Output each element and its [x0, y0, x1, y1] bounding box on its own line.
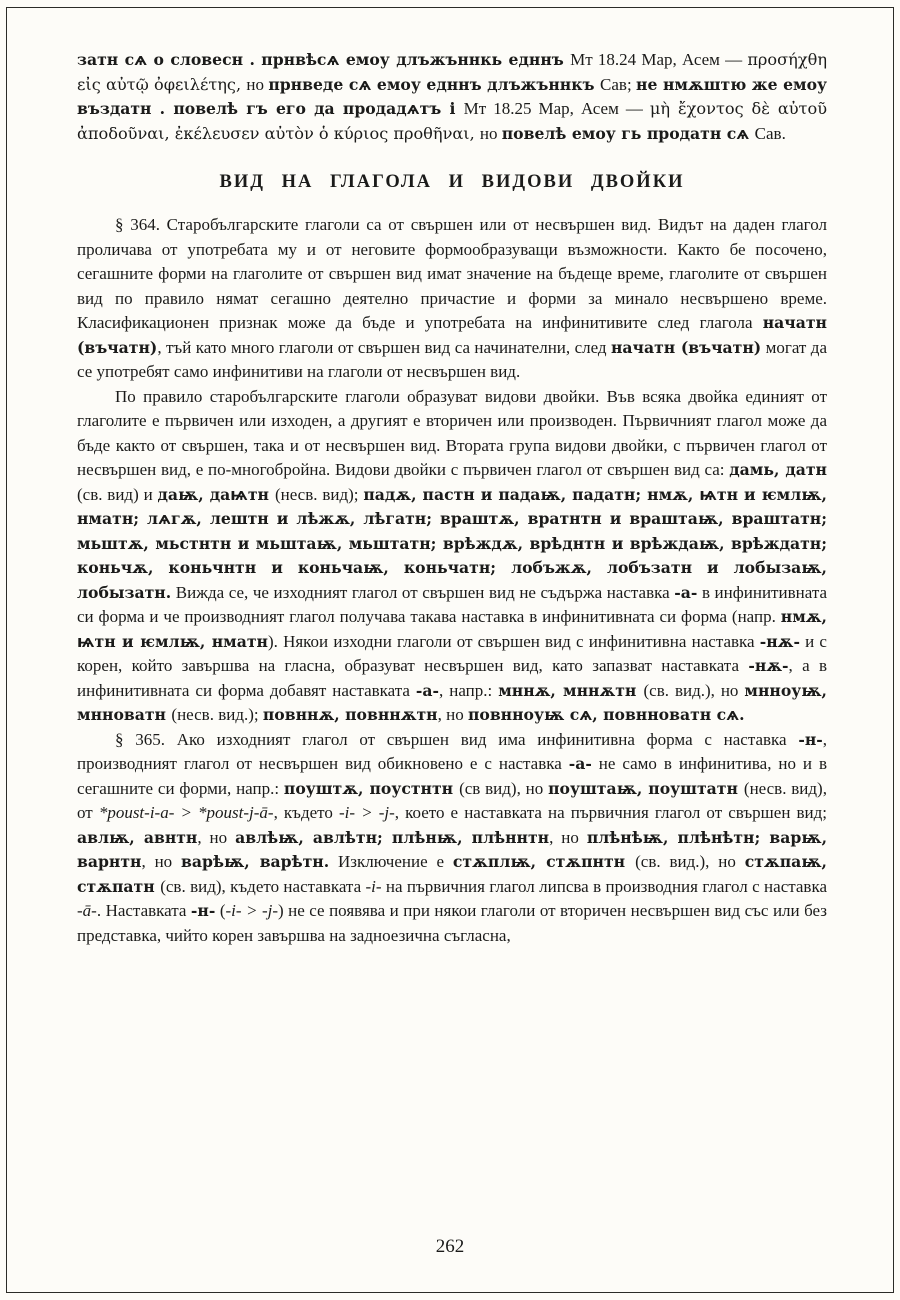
page-border-frame: [6, 7, 894, 1293]
old-bulgarian-text: -н-: [798, 729, 823, 749]
old-bulgarian-text: падѫ, пастн и падаѭ, падатн; нмѫ, ѩтн и ѥмлѭ, нматн; лѧгѫ, лештн и лѣжѫ, лѣгатн; враштѫ, вратнтн и враштаѭ, враштатн; мьштѫ, мьстнтн и мьштаѭ, мьштатн; врѣждѫ, врѣднтн и врѣждаѭ, врѣждатн; коньчѫ, коньчнтн и коньчаѭ, коньчатн; лобъжѫ, лобъзатн и лобызаѭ, лобызатн.: [77, 484, 827, 602]
paragraph: [77, 385, 827, 728]
old-bulgarian-text: -нѫ-: [748, 656, 789, 675]
body-text: (несв. вид), от: [77, 778, 827, 822]
body-text: , но: [197, 827, 236, 847]
body-text: , тъй като много глаголи от свършен вид са начинателни, след: [157, 337, 611, 357]
body-text: Изключение е: [329, 852, 453, 871]
body-text: . Наставката: [96, 901, 191, 920]
old-bulgarian-text: поуштѫ, поустнтн: [283, 778, 460, 798]
latin-italic-text: -i- > -j-: [225, 901, 279, 920]
page-content: [77, 48, 827, 948]
page-number: 262: [435, 1236, 465, 1257]
body-text: (св. вид), където наставката: [160, 876, 366, 896]
old-bulgarian-text: стѫплѭ, стѫпнтн: [452, 852, 636, 871]
old-bulgarian-text: начатн (въчатн): [77, 313, 827, 357]
body-text: (св. вид) и: [77, 484, 158, 504]
old-bulgarian-text: затн сѧ о словесн . прнвѣсѧ емоу длъжъннкь едннъ: [77, 50, 571, 69]
old-bulgarian-text: авлѣѭ, авлѣтн; плѣнѭ, плѣннтн: [235, 827, 550, 847]
body-text: , производният глагол от несвършен вид обикновено е с наставка: [77, 729, 827, 773]
old-bulgarian-text: повелѣ емоу гь продатн сѧ: [501, 123, 755, 143]
body-text-block: [77, 213, 827, 948]
body-text: (св. вид.), но: [643, 680, 745, 700]
body-text: но: [479, 123, 502, 143]
body-text: § 364. Старобългарските глаголи са от свършен или от несвършен вид. Видът на даден глагол проличава от употребата му и от неговите формообразуващи възможности. Както бе посочено, сегашните форми на глаголите от свършен вид имат значение на бъдеще време, глаголите от свършен вид по правило нямат сегашно деятелно причастие и форми за минало несвършено време. Класификационен признак може да бъде и употребата на инфинитивите след глагола: [77, 215, 827, 332]
old-bulgarian-text: плѣнѣѭ, плѣнѣтн; варѭ, варнтн: [77, 827, 828, 871]
body-text: Вижда се, че изходният глагол от свършен вид не съдържа наставка: [171, 582, 675, 602]
body-text: (св. вид.), но: [635, 852, 745, 871]
body-text: , където: [273, 803, 339, 822]
body-text: и с корен, който завършва на гласна, образуват несвършен вид, като запазват наставката: [77, 631, 827, 675]
old-bulgarian-text: -а-: [674, 582, 698, 602]
paragraph: [77, 48, 827, 146]
old-bulgarian-text: повннѫ, повннѫтн: [262, 705, 438, 724]
latin-italic-text: -ā-: [77, 901, 97, 920]
old-bulgarian-text: стѫпаѭ, стѫпатн: [77, 852, 827, 896]
old-bulgarian-text: варѣѭ, варѣтн.: [181, 852, 330, 871]
old-bulgarian-text: -а-: [415, 680, 440, 700]
body-text: ) не се появява и при някои глаголи от вторичен несвършен вид със или без представка, чийто корен завършва на задноезична съгласна,: [77, 901, 827, 945]
paragraph: [77, 728, 827, 949]
body-text: , напр.:: [439, 680, 499, 700]
body-text: могат да се употребят само инфинитиви на глаголи от несвършен вид.: [77, 337, 827, 381]
body-text: (несв. вид.);: [171, 705, 263, 724]
old-bulgarian-text: нмѫ, ѩтн и ѥмлѭ, нматн: [77, 607, 827, 651]
old-bulgarian-text: мннѫ, мннѫтн: [498, 680, 644, 700]
body-text: (: [215, 901, 226, 920]
body-text: Сав.: [754, 123, 786, 143]
paragraph: [77, 213, 827, 385]
old-bulgarian-text: -нѫ-: [759, 631, 800, 651]
body-text: , но: [141, 852, 182, 871]
body-text: не само в инфинитива, но и в сегашните си форми, напр.:: [77, 754, 827, 798]
old-bulgarian-text: даѭ, даѩтн: [157, 484, 275, 504]
body-text: ). Някои изходни глаголи от свършен вид с инфинитивна наставка: [267, 631, 760, 651]
old-bulgarian-text: авлѭ, авнтн: [77, 827, 198, 847]
old-bulgarian-text: дамь, датн: [729, 460, 827, 479]
body-text: Сав;: [600, 74, 637, 94]
body-text: , но: [549, 827, 587, 847]
latin-italic-text: *poust-i-a- > *poust-j-ā-: [98, 803, 274, 822]
body-text: , но: [437, 705, 468, 724]
latin-italic-text: -i- > -j-: [338, 803, 395, 822]
greek-text: μὴ ἔχοντος δὲ αὐτοῦ ἀποδοῦναι, ἐκέλευσεν αὐτὸν ὁ κύριος προθῆναι,: [77, 99, 828, 143]
greek-text: προσήχθη εἰς αὐτῷ ὀφειλέτης,: [77, 50, 827, 94]
body-text: (несв. вид);: [274, 484, 364, 504]
body-text: Мт 18.24 Мар, Асем —: [570, 50, 748, 69]
intro-text-block: [77, 48, 827, 146]
body-text: в инфинитивната си форма и че производният глагол получава такава наставка в инфинитивната си форма (напр.: [77, 582, 827, 626]
body-text: , което е наставката на първичния глагол от свършен вид;: [394, 803, 828, 822]
old-bulgarian-text: повнноуѭ сѧ, повнноватн сѧ.: [467, 705, 745, 724]
old-bulgarian-text: -а-: [568, 754, 592, 773]
latin-italic-text: -i-: [365, 876, 382, 896]
body-text: § 365. Ако изходният глагол от свършен вид има инфинитивна форма с наставка: [115, 729, 799, 749]
old-bulgarian-text: -н-: [190, 901, 216, 920]
old-bulgarian-text: мнноуѭ, мнноватн: [77, 680, 827, 724]
old-bulgarian-text: поуштаѭ, поуштатн: [548, 778, 744, 798]
body-text: на първичния глагол липсва в производния глагол с наставка: [381, 876, 828, 896]
old-bulgarian-text: начатн (въчатн): [611, 337, 762, 357]
body-text: (св вид), но: [459, 778, 549, 798]
section-heading: ВИД НА ГЛАГОЛА И ВИДОВИ ДВОЙКИ: [219, 172, 685, 192]
old-bulgarian-text: не нмѫштю же емоу въздатн . повелѣ гъ его да продадѧтъ і: [77, 74, 828, 118]
body-text: По правило старобългарските глаголи образуват видови двойки. Във всяка двойка единият от глаголите е първичен или изходен, а другият е вторичен или производен. Първичният глагол може да бъде както от свършен, така и от несвършен вид. Втората група видови двойки, с първичен глагол от несвършен вид, е по-многобройна. Видови двойки с първичен глагол от свършен вид са:: [77, 386, 827, 479]
body-text: , а в инфинитивната си форма добавят наставката: [77, 656, 827, 700]
body-text: Мт 18.25 Мар, Асем —: [463, 99, 650, 118]
body-text: но: [246, 74, 269, 94]
old-bulgarian-text: прнведе сѧ емоу едннъ длъжъннкъ: [268, 74, 601, 94]
